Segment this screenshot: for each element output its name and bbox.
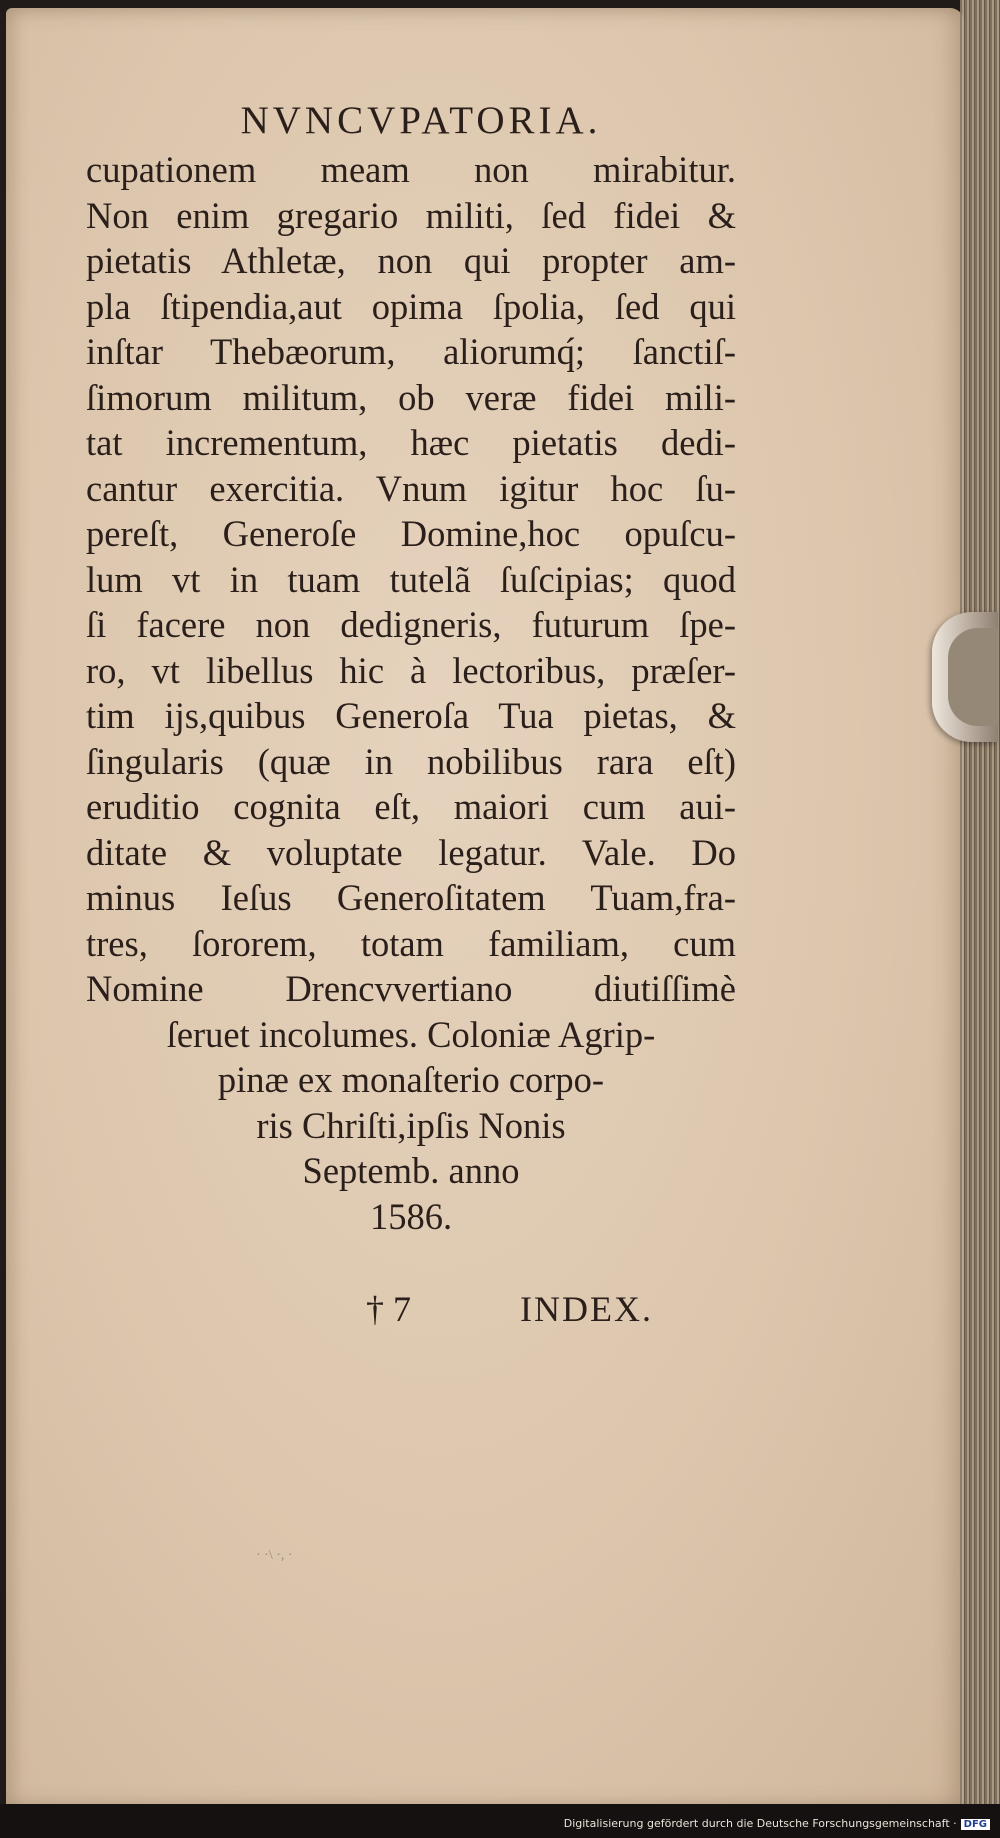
text-line: ſingularis (quæ in nobilibus rara eſt) — [86, 740, 736, 782]
closing-line: ris Chriſti,ipſis Nonis — [256, 1104, 566, 1146]
running-head: NVNCVPATORIA. — [240, 99, 602, 142]
text-line: tim ijs,quibus Generoſa Tua pietas, & — [86, 695, 736, 736]
text-line: pereſt, Generoſe Domine,hoc opuſcu- — [86, 513, 736, 554]
closing-text — [86, 1012, 736, 1240]
text-line: minus Ieſus Generoſitatem Tuam,fra- — [86, 877, 736, 918]
text-line: eruditio cognita eſt, maiori cum aui- — [86, 786, 736, 827]
book-page — [6, 8, 964, 1808]
text-line: ſimorum militum, ob veræ fidei mili- — [86, 376, 736, 418]
text-line: ſi facere non dedigneris, futurum ſpe- — [86, 604, 736, 645]
page-text — [86, 98, 736, 1239]
closing-line: 1586. — [369, 1195, 453, 1237]
text-line: Nomine Drencvvertiano diutiſſimè — [86, 968, 736, 1009]
footer-band — [0, 1804, 1000, 1838]
catchword: INDEX. — [520, 1289, 653, 1329]
text-line: tat incrementum, hæc pietatis dedi- — [86, 422, 736, 463]
closing-line: Septemb. anno — [302, 1150, 520, 1191]
text-line: pietatis Athletæ, non qui propter am- — [86, 240, 736, 281]
text-line: pla ſtipendia,aut opima ſpolia, ſed qui — [86, 285, 736, 327]
book-fore-edge — [960, 0, 1000, 1810]
body-text — [86, 147, 736, 1012]
dfg-logo: DFG — [961, 1819, 990, 1830]
book-clasp — [932, 612, 998, 742]
text-line: cupationem meam non mirabitur. — [86, 149, 736, 190]
text-line: ditate & voluptate legatur. Vale. Do — [86, 831, 736, 873]
text-line: lum vt in tuam tutelã ſuſcipias; quod — [86, 558, 736, 600]
text-line: inſtar Thebæorum, aliorumq́; ſanctiſ- — [86, 331, 736, 372]
text-line: cantur exercitia. Vnum igitur hoc ſu- — [86, 467, 736, 509]
stray-marks: · ·\ ·, · — [256, 1548, 293, 1563]
closing-line: pinæ ex monaſterio corpo- — [217, 1059, 605, 1100]
signature-mark: † 7 — [366, 1289, 411, 1329]
funding-credit — [564, 1817, 990, 1830]
text-line: Non enim gregario militi, ſed fidei & — [86, 194, 736, 236]
closing-line: ſeruet incolumes. Coloniæ Agrip- — [166, 1013, 656, 1055]
catchline — [366, 1288, 653, 1330]
text-line: ro, vt libellus hic à lectoribus, præſer- — [86, 649, 736, 691]
funding-text: Digitalisierung gefördert durch die Deutsche Forschungsgemeinschaft · — [563, 1817, 957, 1830]
text-line: tres, ſororem, totam familiam, cum — [86, 922, 736, 964]
